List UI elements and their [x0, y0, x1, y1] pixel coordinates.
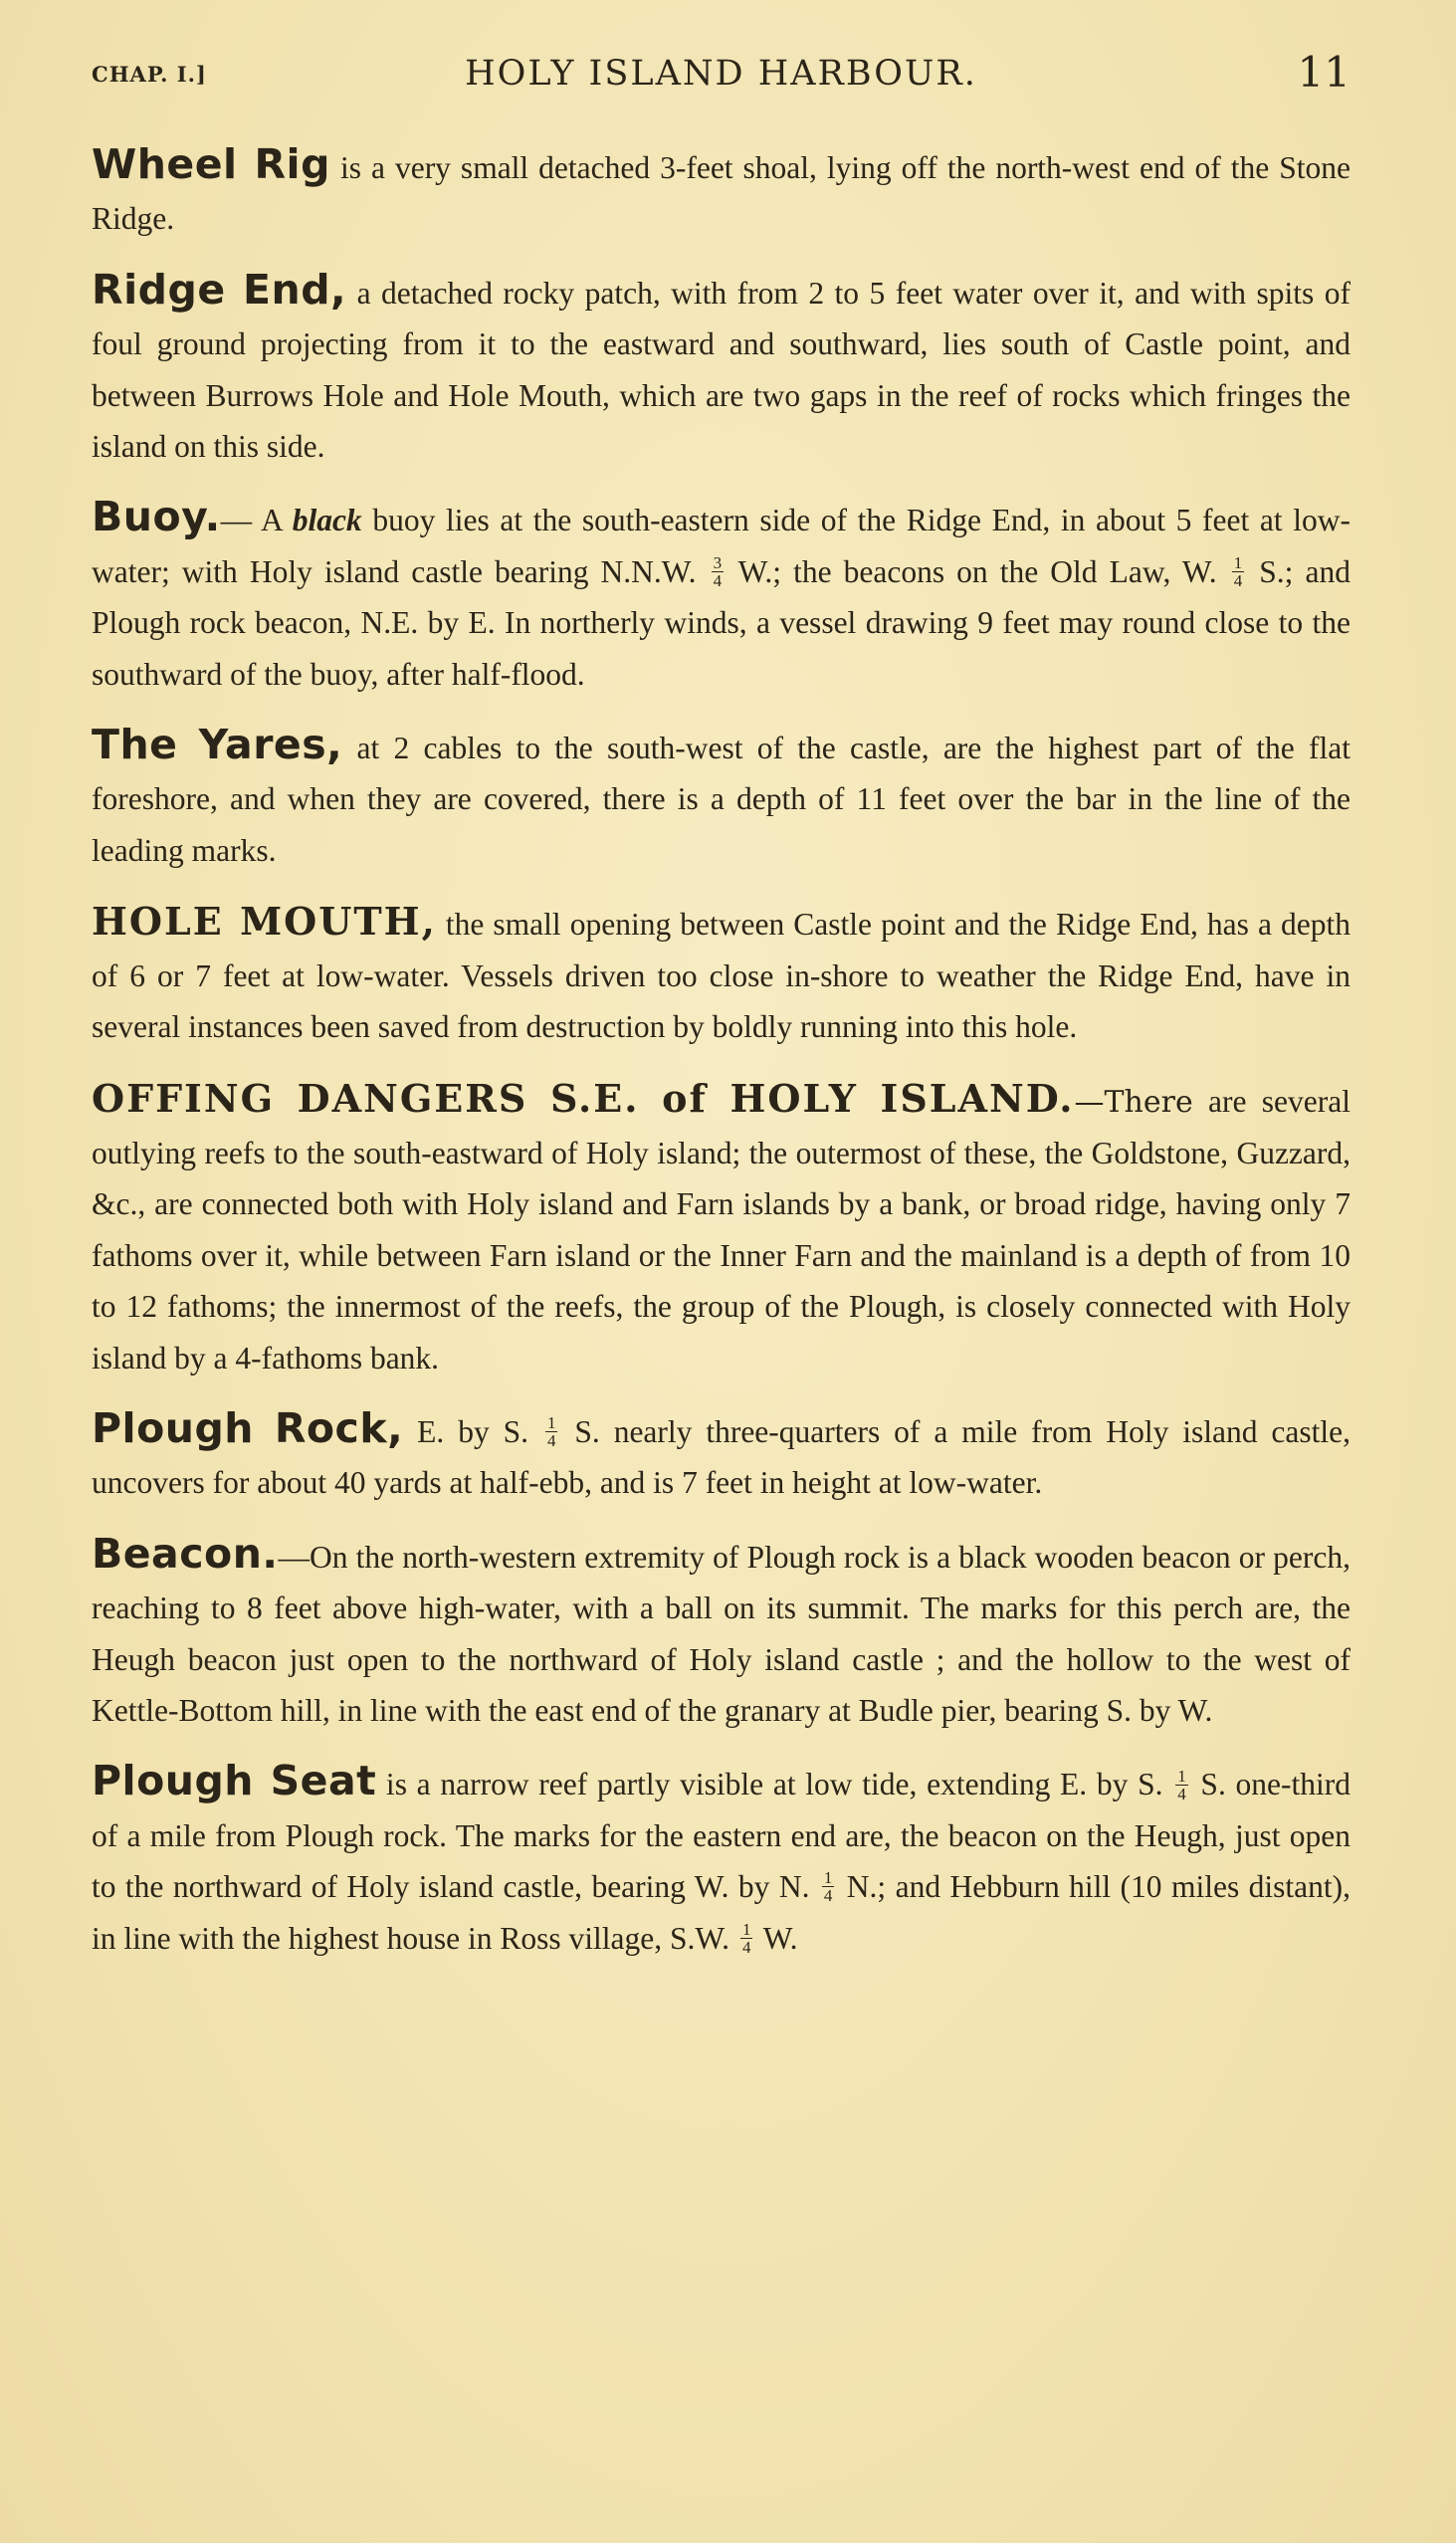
body-text — [92, 139, 1351, 1984]
paragraph-wheel-rig — [92, 139, 1351, 245]
paragraph-heading: HOLE MOUTH, — [92, 899, 437, 945]
paragraph-ridge-end — [92, 265, 1351, 473]
paragraph-text: at 2 cables to the south-west of the castle, are the highest part of the flat foreshore, and when they are covered, there is a depth of 11 feet over the bar in the line of the leading marks. — [92, 731, 1352, 868]
paragraph-heading: The Yares, — [92, 721, 343, 769]
fraction-numerator: 3 — [713, 553, 723, 573]
fraction-denominator: 4 — [546, 1431, 556, 1451]
page-number: 11 — [1297, 48, 1351, 97]
paragraph-the-yares — [92, 720, 1351, 876]
fraction-numerator: 1 — [741, 1919, 751, 1939]
fraction-numerator: 1 — [823, 1868, 833, 1888]
paragraph-heading: Plough Rock, — [92, 1403, 404, 1452]
paragraph-heading-end: —There — [1074, 1084, 1193, 1120]
paragraph-text: S. one-third of a mile from Plough rock. The marks for the eastern end are, the beacon on the Heugh, just open to the northward of Holy island castle, bearing W. by N. — [92, 1767, 1351, 1905]
fraction-denominator: 4 — [713, 571, 723, 591]
paragraph-text: W. — [755, 1920, 798, 1956]
paragraph-offing-dangers — [92, 1073, 1351, 1383]
fraction — [1175, 1768, 1188, 1802]
chapter-label: CHAP. I.] — [92, 62, 207, 87]
paragraph-hole-mouth — [92, 896, 1351, 1052]
paragraph-text: a detached rocky patch, with from 2 to 5 feet water over it, and with spits of foul ground projecting from it to the eastward and southward, lies south of Castle point, and between Burrows Hole and Hole Mouth, which are two gaps in the reef of rocks which fringes the island on this side. — [92, 275, 1352, 465]
fraction-denominator: 4 — [741, 1937, 751, 1957]
paragraph-text: buoy lies at the south-eastern side of the Ridge End, in about 5 feet at low-water; with Holy island castle bearing N.N.W. — [92, 503, 1351, 589]
italic-word: black — [292, 503, 362, 538]
fraction — [1232, 554, 1245, 589]
fraction — [740, 1921, 753, 1956]
paragraph-beacon — [92, 1529, 1351, 1737]
fraction — [822, 1869, 835, 1904]
paragraph-text: N.; and Hebburn hill (10 miles distant), in line with the highest house in Ross village, S.W. — [92, 1869, 1351, 1956]
fraction-numerator: 1 — [1233, 553, 1243, 573]
paragraph-text: S. nearly three-quarters of a mile from Holy island castle, uncovers for about 40 yards at half-ebb, and is 7 feet in height at low-water. — [92, 1413, 1352, 1501]
fraction-denominator: 4 — [823, 1886, 833, 1906]
paragraph-text: —On the north-western extremity of Plough rock is a black wooden beacon or perch, reaching to 8 feet above high-water, with a ball on its summit. The marks for this perch are, the Heugh beacon just open to the northward of Holy island castle ; and the hollow to the west of Kettle-Bottom hill, in line with the east end of the granary at Budle pier, bearing S. by W. — [92, 1539, 1351, 1728]
paragraph-buoy — [92, 492, 1351, 700]
paragraph-plough-rock — [92, 1403, 1351, 1509]
paragraph-text: W.; the beacons on the Old Law, W. — [727, 553, 1229, 589]
fraction-denominator: 4 — [1233, 571, 1243, 591]
fraction-numerator: 1 — [1177, 1766, 1186, 1786]
fraction — [712, 554, 725, 589]
paragraph-text: is a very small detached 3-feet shoal, lying off the north-west end of the Stone Ridge. — [92, 150, 1352, 237]
running-title: HOLY ISLAND HARBOUR. — [465, 54, 977, 94]
paragraph-text: the small opening between Castle point and the Ridge End, has a depth of 6 or 7 feet at low-water. Vessels driven too close in-shore to weather the Ridge End, have in several instances been saved from destruction by boldly running into this hole. — [92, 907, 1352, 1045]
running-header — [92, 48, 1351, 111]
paragraph-text: S.; and Plough rock beacon, N.E. by E. In northerly winds, a vessel drawing 9 feet may round close to the southward of the buoy, after half-flood. — [92, 553, 1351, 692]
paragraph-heading: Ridge End, — [92, 265, 347, 314]
paragraph-heading: Plough Seat — [92, 1757, 377, 1805]
fraction — [545, 1414, 558, 1449]
paragraph-plough-seat — [92, 1756, 1351, 1964]
paragraph-heading: Wheel Rig — [92, 140, 330, 188]
paragraph-text: are several outlying reefs to the south-eastward of Holy island; the outermost of these, the Goldstone, Guzzard, &c., are connected both with Holy island and Farn islands by a bank, or broad ridge, having only 7 fathoms over it, while between Farn island or the Inner Farn and the mainland is a depth of from 10 to 12 fathoms; the innermost of the reefs, the group of the Plough, is closely connected with Holy island by a 4-fathoms bank. — [92, 1083, 1351, 1376]
fraction-numerator: 1 — [546, 1413, 556, 1433]
paragraph-heading: OFFING DANGERS S.E. of HOLY ISLAND. — [92, 1075, 1075, 1121]
paragraph-text: E. by S. — [403, 1413, 542, 1449]
paragraph-text: is a narrow reef partly visible at low tide, extending E. by S. — [376, 1767, 1173, 1802]
paragraph-heading: Beacon. — [92, 1529, 279, 1578]
paragraph-text: — A — [220, 503, 293, 538]
paragraph-heading: Buoy. — [92, 493, 221, 541]
fraction-denominator: 4 — [1177, 1784, 1186, 1803]
